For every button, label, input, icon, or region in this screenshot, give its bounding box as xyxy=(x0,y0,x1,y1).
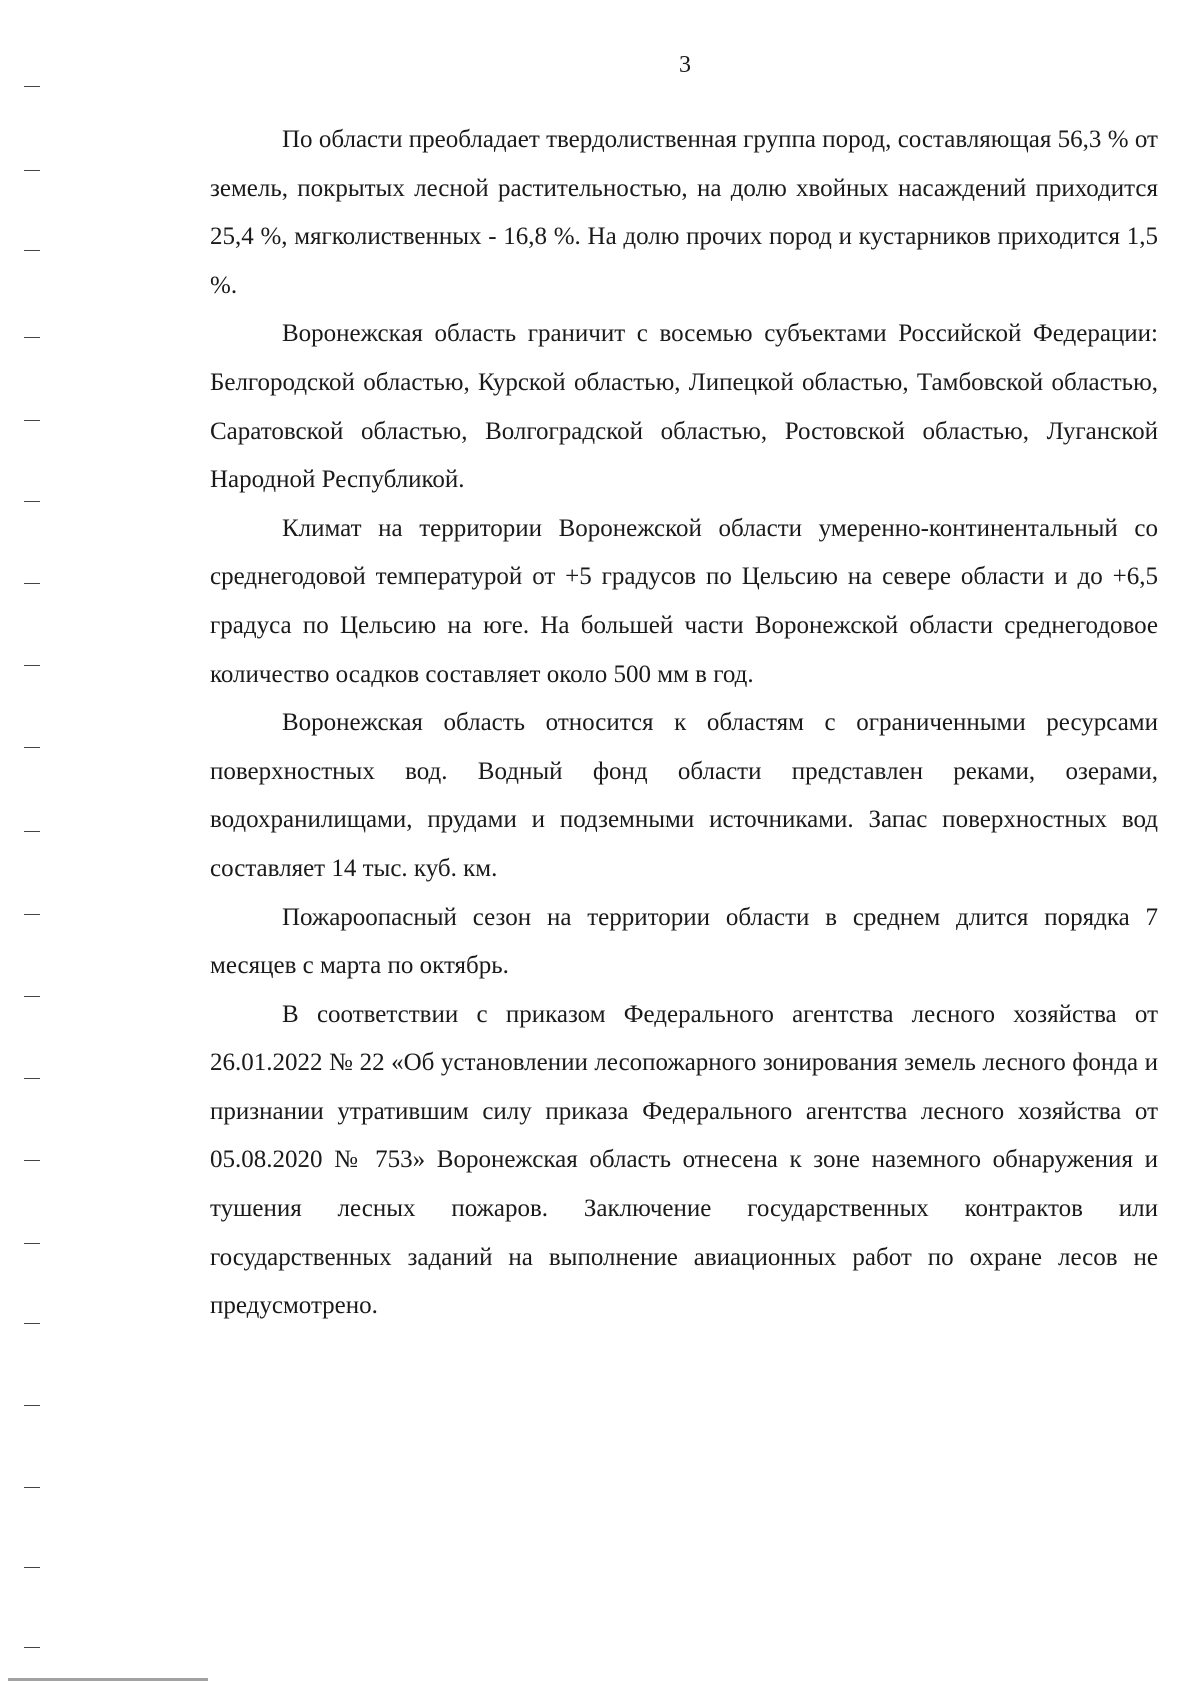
margin-mark xyxy=(24,337,40,338)
page-number: 3 xyxy=(679,52,691,78)
document-body xyxy=(210,116,1158,1331)
margin-mark xyxy=(24,1487,40,1488)
paragraph-borders: Воронежская область граничит с восемью субъектами Российской Федерации: Белгородской областью, Курской областью, Липецкой областью, Тамбовской областью, Саратовской областью, Волгоградской областью, Ростовской областью, Луганской Народной Республикой. xyxy=(210,320,1158,494)
margin-mark xyxy=(24,583,40,584)
margin-mark xyxy=(24,1243,40,1244)
paragraph-water-resources: Воронежская область относится к областям с ограниченными ресурсами поверхностных вод. Водный фонд области представлен реками, озерами, водохранилищами, прудами и подземными источниками. Запас поверхностных вод составляет 14 тыс. куб. км. xyxy=(210,709,1158,882)
margin-mark xyxy=(24,747,40,748)
margin-mark xyxy=(24,170,40,171)
margin-mark xyxy=(24,1078,40,1079)
margin-mark xyxy=(24,996,40,997)
margin-mark xyxy=(24,250,40,251)
margin-mark xyxy=(24,914,40,915)
margin-mark xyxy=(24,86,40,87)
margin-mark xyxy=(24,1323,40,1324)
scan-edge-smudge xyxy=(8,1678,208,1681)
paragraph-fire-zoning: В соответствии с приказом Федерального агентства лесного хозяйства от 26.01.2022 № 22 «Об установлении лесопожарного зонирования земель лесного фонда и признании утратившим силу приказа Федерального агентства лесного хозяйства от 05.08.2020 № 753» Воронежская область отнесена к зоне наземного обнаружения и тушения лесных пожаров. Заключение государственных контрактов или государственных заданий на выполнение авиационных работ по охране лесов не предусмотрено. xyxy=(210,1000,1158,1320)
margin-mark xyxy=(24,665,40,666)
paragraph-fire-season: Пожароопасный сезон на территории области в среднем длится порядка 7 месяцев с марта по октябрь. xyxy=(210,903,1158,980)
margin-mark xyxy=(24,420,40,421)
margin-mark xyxy=(24,831,40,832)
margin-mark xyxy=(24,1647,40,1648)
margin-mark xyxy=(24,1405,40,1406)
binding-margin-marks xyxy=(0,0,60,1690)
margin-mark xyxy=(24,1567,40,1568)
paragraph-climate: Климат на территории Воронежской области умеренно-континентальный со среднегодовой температурой от +5 градусов по Цельсию на севере области и до +6,5 градуса по Цельсию на юге. На большей части Воронежской области среднегодовое количество осадков составляет около 500 мм в год. xyxy=(210,514,1158,688)
margin-mark xyxy=(24,501,40,502)
paragraph-forest-species: По области преобладает твердолиственная группа пород, составляющая 56,3 % от земель, покрытых лесной растительностью, на долю хвойных насаждений приходится 25,4 %, мягколиственных - 16,8 %. На долю прочих пород и кустарников приходится 1,5 %. xyxy=(210,126,1158,299)
margin-mark xyxy=(24,1160,40,1161)
